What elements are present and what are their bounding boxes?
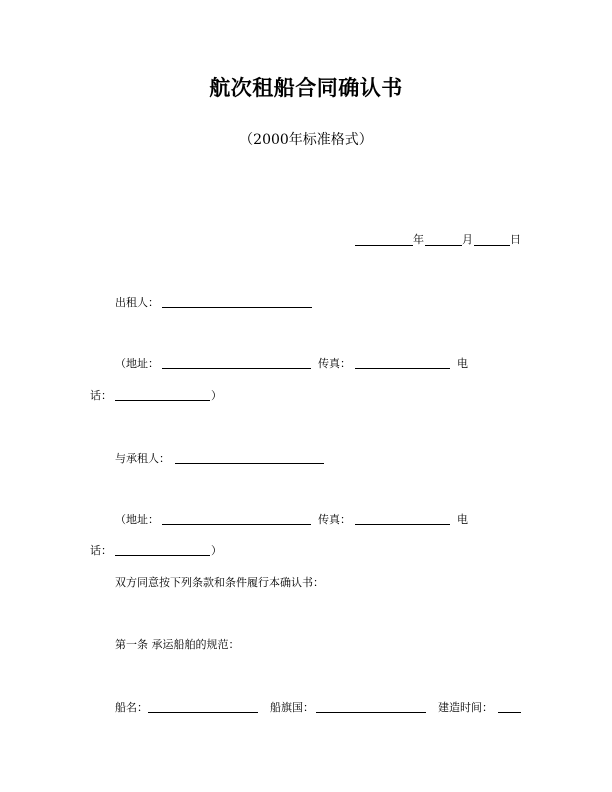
day-blank-line: [474, 245, 510, 246]
lessee-address-blank-line: [162, 524, 311, 525]
year-blank-line: [355, 245, 413, 246]
date-line: [0, 233, 612, 247]
lessor-phone-blank-line: [115, 400, 210, 401]
document-subtitle: （2000年标准格式）: [239, 132, 373, 148]
lessor-phone-label-end: 话：: [90, 389, 112, 402]
month-label: 月: [462, 233, 473, 246]
ship-build-time-label: 建造时间：: [438, 701, 493, 714]
article-1-line: [0, 638, 612, 652]
lessor-address-line: [0, 357, 612, 371]
day-label: 日: [510, 233, 521, 246]
ship-flag-blank-line: [316, 712, 426, 713]
lessor-fax-blank-line: [355, 368, 450, 369]
ship-name-label: 船名：: [115, 701, 148, 714]
lessee-name-blank-line: [175, 463, 324, 464]
lessee-phone-line: [0, 544, 612, 558]
ship-spec-line: [0, 701, 612, 715]
lessee-line: [0, 452, 612, 466]
lessor-close-paren: ）: [211, 389, 222, 402]
lessor-line: [0, 296, 612, 310]
article-1-heading: 第一条 承运船舶的规范：: [115, 638, 240, 651]
lessee-phone-label-end: 话：: [90, 544, 112, 557]
lessor-label: 出租人：: [115, 296, 159, 309]
lessee-close-paren: ）: [211, 544, 222, 557]
lessee-fax-label: 传真：: [318, 513, 351, 526]
lessee-phone-label-start: 电: [457, 513, 468, 526]
ship-flag-label: 船旗国：: [270, 701, 314, 714]
lessor-address-label: （地址：: [115, 357, 159, 370]
ship-name-blank-line: [148, 712, 258, 713]
lessor-fax-label: 传真：: [318, 357, 351, 370]
year-label: 年: [413, 233, 424, 246]
lessor-phone-line: [0, 389, 612, 403]
lessee-label: 与承租人：: [115, 452, 170, 465]
lessee-fax-blank-line: [355, 524, 450, 525]
lessor-name-blank-line: [162, 307, 312, 308]
ship-build-time-blank-line: [498, 712, 521, 713]
lessee-phone-blank-line: [115, 555, 210, 556]
lessee-address-label: （地址：: [115, 513, 159, 526]
agreement-line: [0, 576, 612, 590]
agreement-text: 双方同意按下列条款和条件履行本确认书：: [115, 576, 324, 589]
lessor-address-blank-line: [162, 368, 311, 369]
lessor-phone-label-start: 电: [457, 357, 468, 370]
lessee-address-line: [0, 513, 612, 527]
month-blank-line: [425, 245, 462, 246]
document-title: 航次租船合同确认书: [209, 76, 403, 100]
